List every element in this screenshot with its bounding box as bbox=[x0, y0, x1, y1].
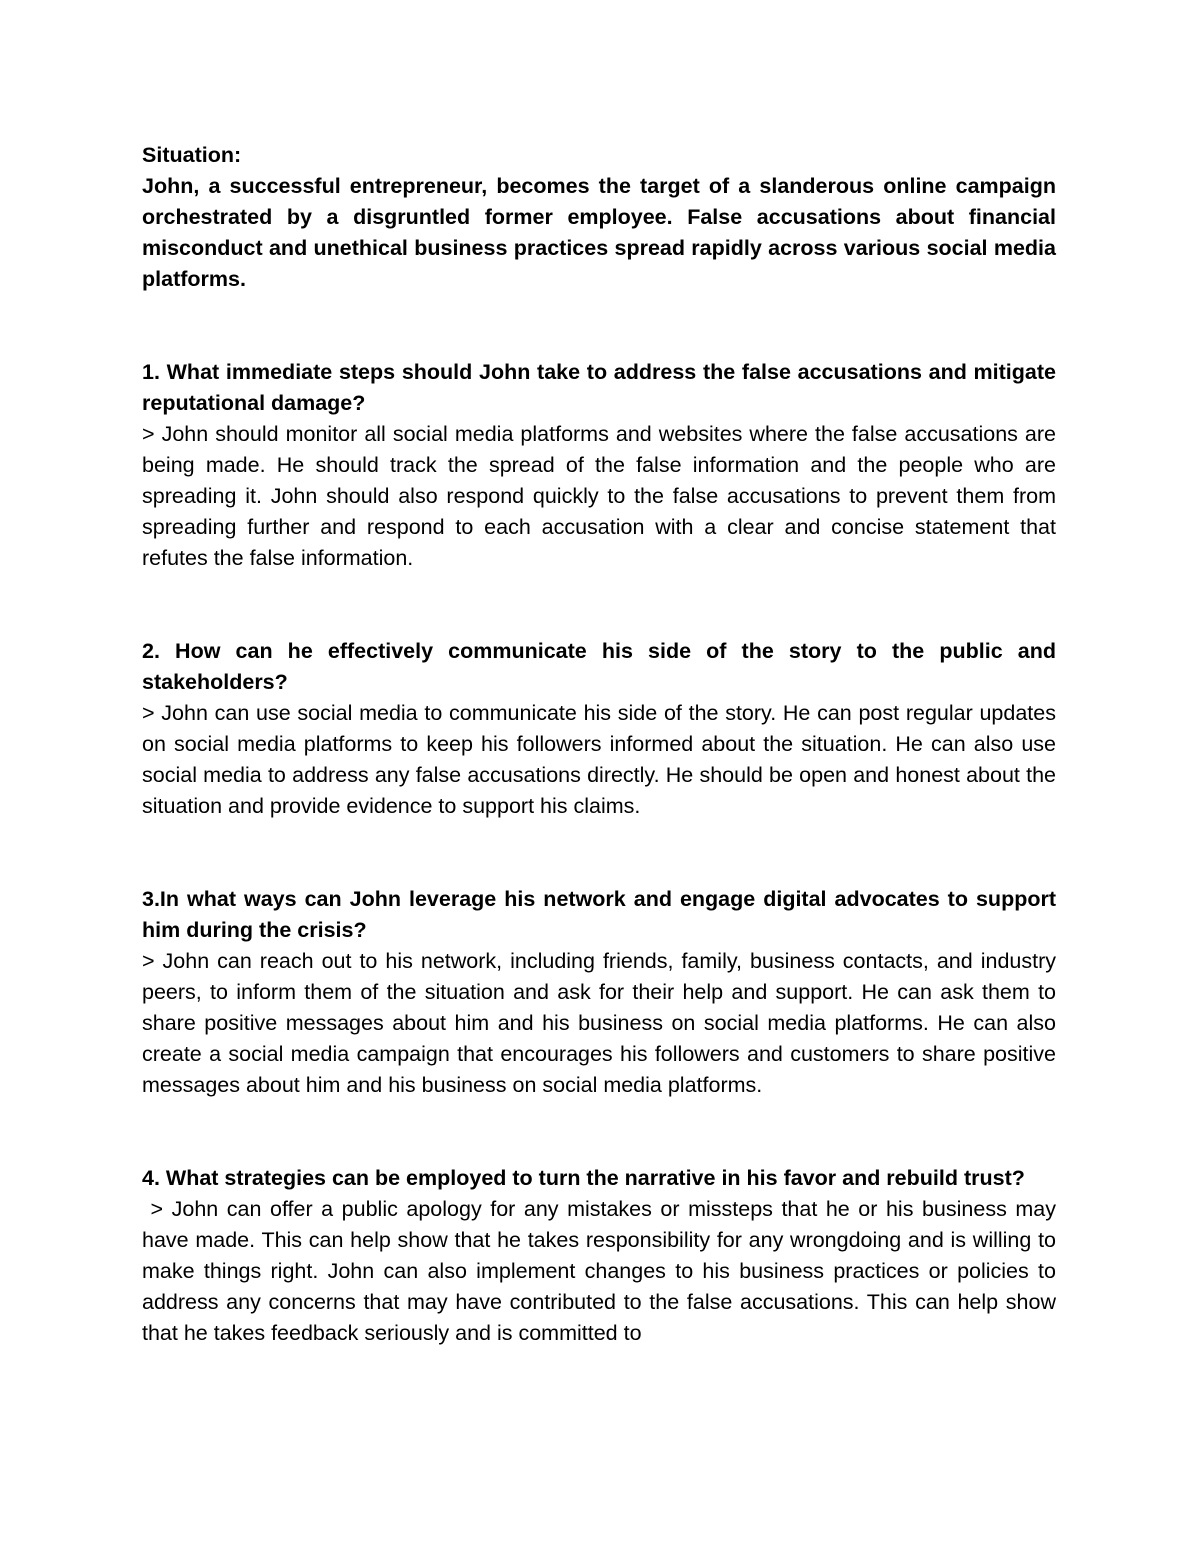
question-block-2 bbox=[142, 636, 1056, 822]
document-page bbox=[142, 140, 1062, 1349]
question-2: 2. How can he effectively communicate his side of the story to the public and stakeholders? bbox=[142, 639, 1056, 694]
answer-2: > John can use social media to communicate his side of the story. He can post regular updates on social media platforms to keep his followers informed about the situation. He can also use social media to address any false accusations directly. He should be open and honest about the situation and provide evidence to support his claims. bbox=[142, 701, 1056, 818]
question-3: 3.In what ways can John leverage his network and engage digital advocates to support him during the crisis? bbox=[142, 887, 1056, 942]
question-1: 1. What immediate steps should John take to address the false accusations and mitigate reputational damage? bbox=[142, 360, 1056, 415]
answer-3: > John can reach out to his network, including friends, family, business contacts, and industry peers, to inform them of the situation and ask for their help and support. He can ask them to share positive messages about him and his business on social media platforms. He can also create a social media campaign that encourages his followers and customers to share positive messages about him and his business on social media platforms. bbox=[142, 949, 1056, 1097]
question-block-3 bbox=[142, 884, 1056, 1101]
section-spacer bbox=[142, 295, 1056, 357]
answer-1: > John should monitor all social media platforms and websites where the false accusations are being made. He should track the spread of the false information and the people who are spreading it. John should also respond quickly to the false accusations to prevent them from spreading further and respond to each accusation with a clear and concise statement that refutes the false information. bbox=[142, 422, 1056, 570]
answer-4: > John can offer a public apology for any mistakes or missteps that he or his business may have made. This can help show that he takes responsibility for any wrongdoing and is willing to make things right. John can also implement changes to his business practices or policies to address any concerns that may have contributed to the false accusations. This can help show that he takes feedback seriously and is committed to bbox=[142, 1197, 1062, 1345]
question-4: 4. What strategies can be employed to turn the narrative in his favor and rebuild trust? bbox=[142, 1166, 1025, 1190]
situation-section bbox=[142, 140, 1056, 295]
question-block-1 bbox=[142, 357, 1056, 574]
situation-text: John, a successful entrepreneur, becomes the target of a slanderous online campaign orchestrated by a disgruntled former employee. False accusations about financial misconduct and unethical business practices spread rapidly across various social media platforms. bbox=[142, 174, 1056, 291]
situation-heading: Situation: bbox=[142, 143, 242, 167]
question-block-4 bbox=[142, 1163, 1062, 1349]
